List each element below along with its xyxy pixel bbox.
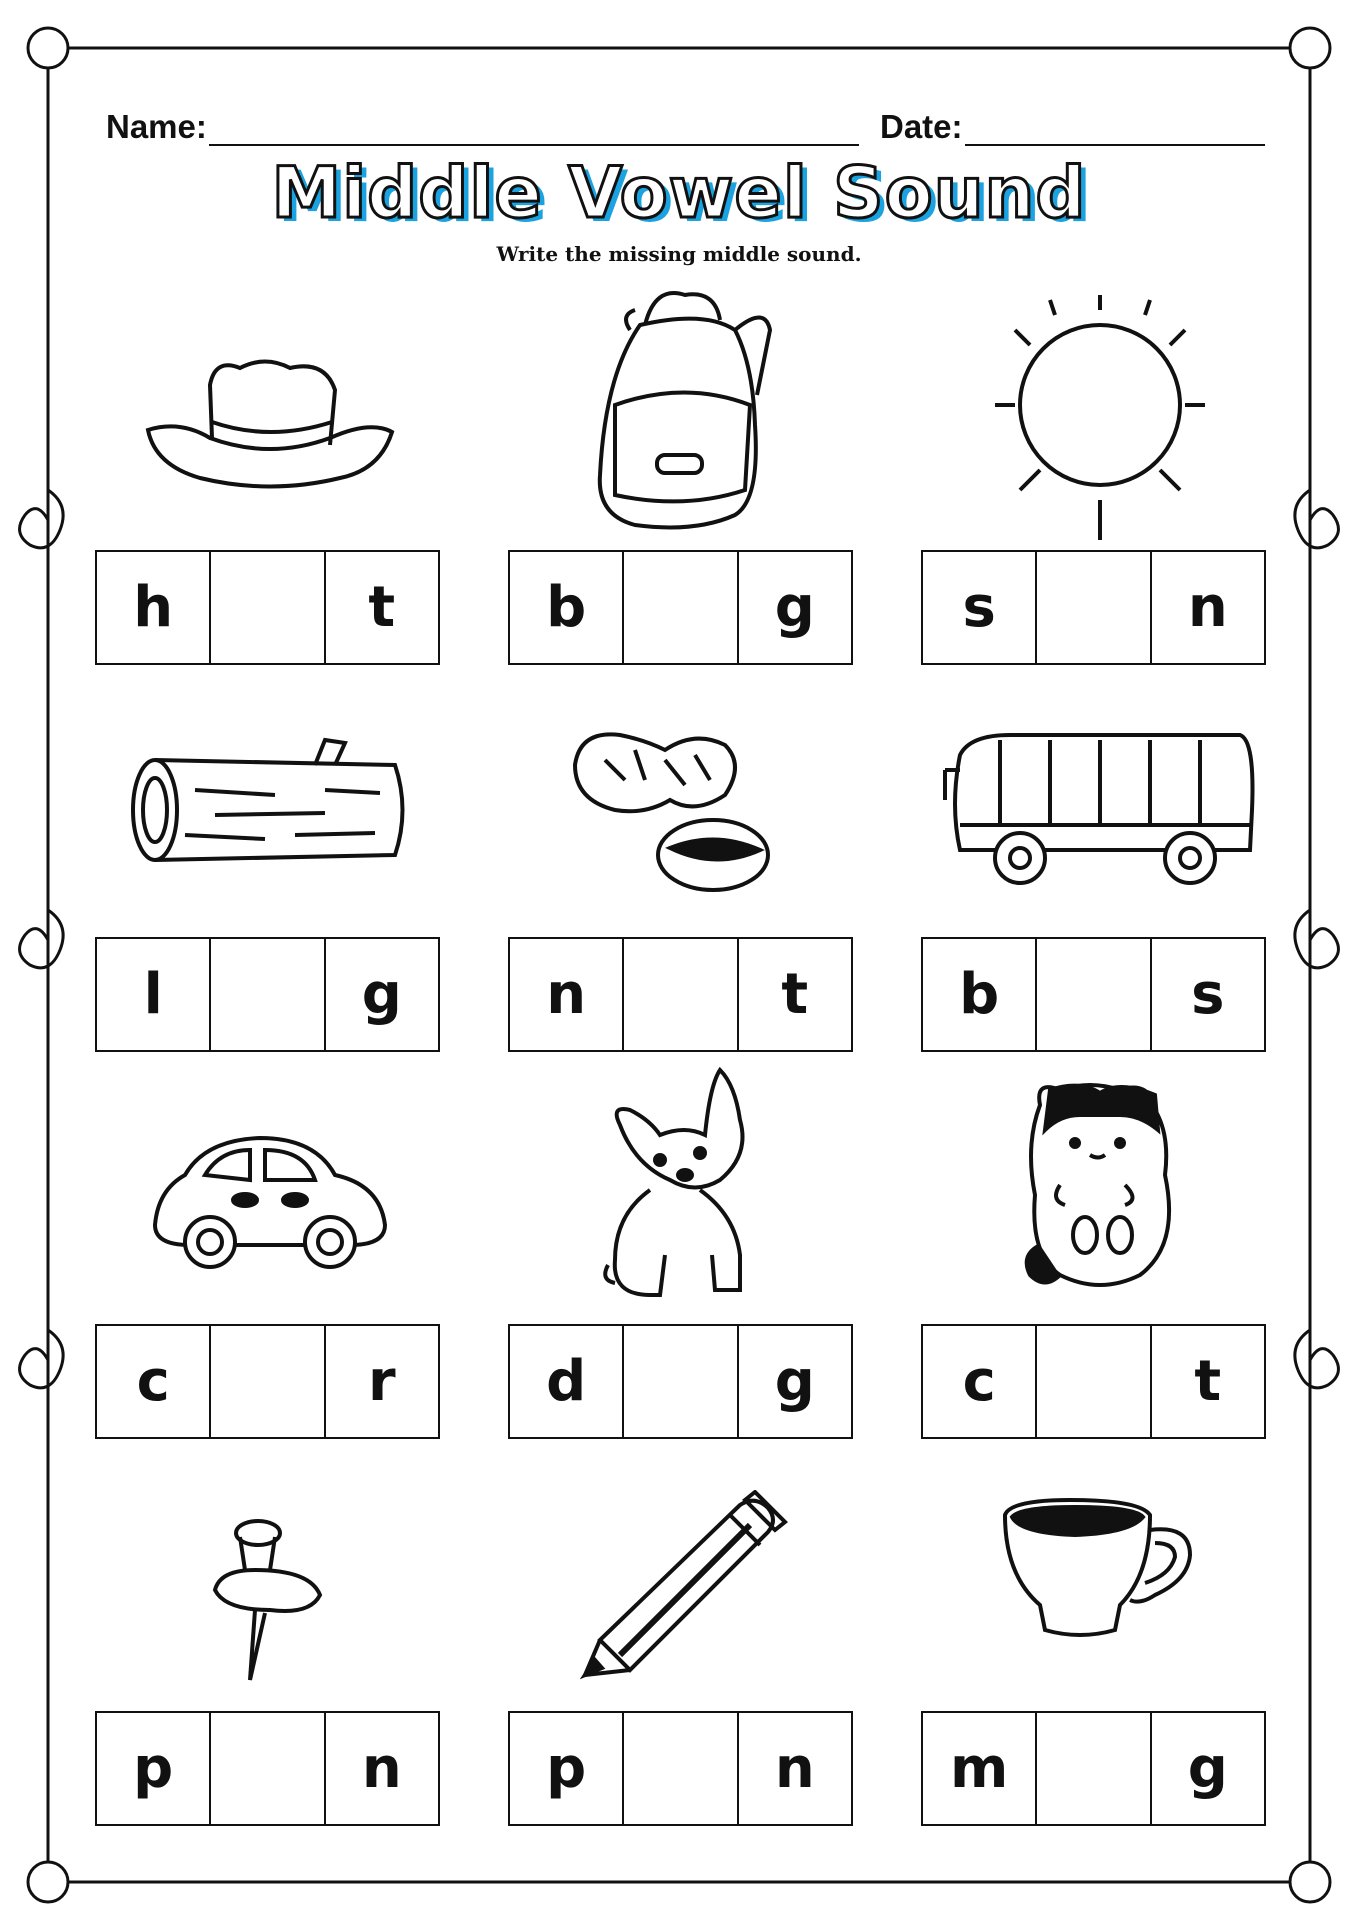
word-boxes-12 (921, 1711, 1266, 1826)
first-letter-box: p (97, 1713, 211, 1824)
word-boxes-1 (95, 550, 440, 665)
first-letter-box: n (510, 939, 624, 1050)
first-letter-box: l (97, 939, 211, 1050)
blank-vowel-box[interactable] (624, 1713, 738, 1824)
word-boxes-2 (508, 550, 853, 665)
last-letter-box: s (1191, 962, 1225, 1027)
bus-icon (940, 730, 1260, 890)
first-letter-box: m (923, 1713, 1037, 1824)
blank-vowel-box[interactable] (211, 552, 325, 663)
blank-vowel-box[interactable] (211, 1713, 325, 1824)
instruction-text: Write the missing middle sound. (496, 242, 862, 266)
blank-vowel-box[interactable] (624, 939, 738, 1050)
last-letter-box: n (1187, 575, 1228, 640)
blank-vowel-box[interactable] (211, 939, 325, 1050)
pen-icon (580, 1490, 790, 1680)
last-letter-box: g (361, 962, 402, 1027)
corner-ring-icon (28, 1862, 68, 1902)
word-boxes-3 (921, 550, 1266, 665)
blank-vowel-box[interactable] (211, 1326, 325, 1437)
date-field[interactable] (880, 108, 1265, 146)
word-boxes-10 (95, 1711, 440, 1826)
name-field[interactable] (106, 108, 859, 146)
last-letter-box: g (1187, 1736, 1228, 1801)
car-icon (150, 1130, 390, 1280)
name-line[interactable] (209, 114, 859, 146)
last-letter-box: t (781, 962, 809, 1027)
blank-vowel-box[interactable] (1037, 552, 1151, 663)
last-letter-box: g (774, 1349, 815, 1414)
first-letter-box: h (97, 552, 211, 663)
hat-icon (140, 350, 400, 500)
last-letter-box: n (361, 1736, 402, 1801)
corner-ring-icon (28, 28, 68, 68)
blank-vowel-box[interactable] (1037, 939, 1151, 1050)
pin-icon (210, 1515, 330, 1685)
blank-vowel-box[interactable] (1037, 1713, 1151, 1824)
first-letter-box: d (510, 1326, 624, 1437)
first-letter-box: c (923, 1326, 1037, 1437)
date-line[interactable] (965, 114, 1265, 146)
corner-ring-icon (1290, 28, 1330, 68)
last-letter-box: r (368, 1349, 396, 1414)
word-boxes-6 (921, 937, 1266, 1052)
word-boxes-9 (921, 1324, 1266, 1439)
last-letter-box: t (1194, 1349, 1222, 1414)
word-boxes-11 (508, 1711, 853, 1826)
last-letter-box: g (774, 575, 815, 640)
last-letter-box: t (368, 575, 396, 640)
name-label: Name: (106, 108, 207, 145)
first-letter-box: b (923, 939, 1037, 1050)
blank-vowel-box[interactable] (624, 552, 738, 663)
peanut-icon (565, 720, 805, 900)
first-letter-box: b (510, 552, 624, 663)
word-boxes-7 (95, 1324, 440, 1439)
first-letter-box: c (97, 1326, 211, 1437)
first-letter-box: s (923, 552, 1037, 663)
blank-vowel-box[interactable] (1037, 1326, 1151, 1437)
word-boxes-4 (95, 937, 440, 1052)
corner-ring-icon (1290, 1862, 1330, 1902)
sun-icon (985, 290, 1215, 550)
mug-icon (1000, 1495, 1200, 1645)
page-title: Middle Vowel Sound (271, 152, 1087, 234)
log-icon (125, 735, 415, 875)
blank-vowel-box[interactable] (624, 1326, 738, 1437)
word-boxes-5 (508, 937, 853, 1052)
backpack-icon (585, 285, 785, 535)
word-boxes-8 (508, 1324, 853, 1439)
last-letter-box: n (774, 1736, 815, 1801)
cat-icon (1020, 1075, 1180, 1295)
dog-icon (600, 1065, 770, 1305)
date-label: Date: (880, 108, 963, 145)
first-letter-box: p (510, 1713, 624, 1824)
